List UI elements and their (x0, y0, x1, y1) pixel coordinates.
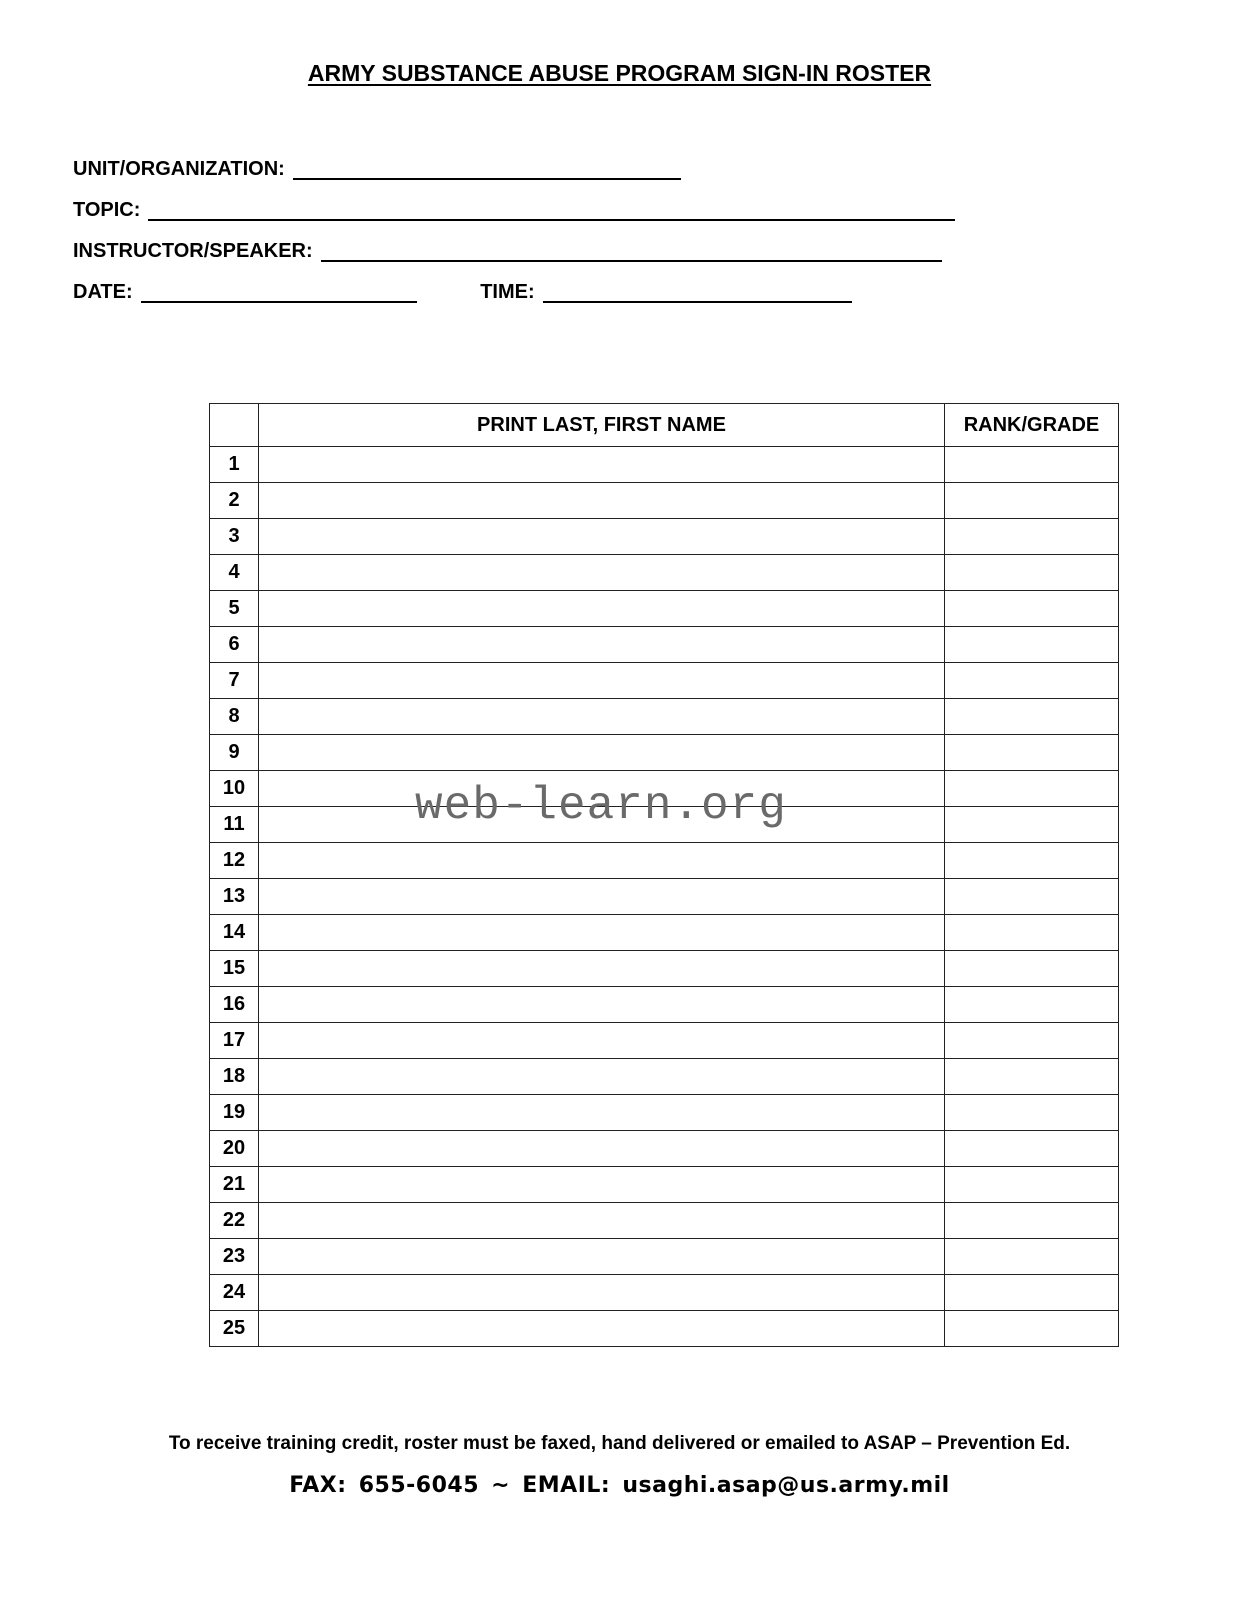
name-cell (259, 915, 945, 951)
rank-input[interactable] (945, 699, 1118, 734)
table-row (210, 555, 1119, 591)
table-row (210, 699, 1119, 735)
name-cell (259, 987, 945, 1023)
row-number: 5 (210, 591, 259, 627)
name-cell (259, 1131, 945, 1167)
name-input[interactable] (259, 1131, 944, 1166)
row-number: 7 (210, 663, 259, 699)
row-number: 12 (210, 843, 259, 879)
name-cell (259, 1203, 945, 1239)
name-input[interactable] (259, 1059, 944, 1094)
time-label: TIME: (480, 281, 535, 303)
name-cell (259, 1239, 945, 1275)
rank-cell (945, 951, 1119, 987)
rank-cell (945, 663, 1119, 699)
rank-input[interactable] (945, 915, 1118, 950)
row-number: 4 (210, 555, 259, 591)
instructor-input[interactable] (321, 242, 942, 262)
rank-cell (945, 1023, 1119, 1059)
rank-input[interactable] (945, 807, 1118, 842)
topic-field-row (73, 199, 955, 222)
rank-input[interactable] (945, 735, 1118, 770)
name-input[interactable] (259, 1239, 944, 1274)
name-cell (259, 1275, 945, 1311)
row-number: 8 (210, 699, 259, 735)
row-number: 3 (210, 519, 259, 555)
name-cell (259, 447, 945, 483)
row-number: 19 (210, 1095, 259, 1131)
rank-input[interactable] (945, 879, 1118, 914)
row-number: 2 (210, 483, 259, 519)
name-input[interactable] (259, 843, 944, 878)
table-row (210, 771, 1119, 807)
unit-field-row (73, 158, 681, 181)
row-number: 1 (210, 447, 259, 483)
rank-input[interactable] (945, 1203, 1118, 1238)
table-row (210, 663, 1119, 699)
name-cell (259, 771, 945, 807)
row-number: 17 (210, 1023, 259, 1059)
name-cell (259, 735, 945, 771)
row-number: 22 (210, 1203, 259, 1239)
table-row (210, 519, 1119, 555)
time-input[interactable] (543, 283, 852, 303)
table-row (210, 591, 1119, 627)
row-number: 10 (210, 771, 259, 807)
name-cell (259, 555, 945, 591)
rank-input[interactable] (945, 1167, 1118, 1202)
header-number (210, 404, 259, 447)
name-cell (259, 951, 945, 987)
row-number: 14 (210, 915, 259, 951)
table-row (210, 1167, 1119, 1203)
rank-input[interactable] (945, 1059, 1118, 1094)
footer-contact: FAX: 655-6045 ~ EMAIL: usaghi.asap@us.army.mil (289, 1473, 950, 1498)
topic-label: TOPIC: (73, 199, 141, 221)
footer-note: To receive training credit, roster must be faxed, hand delivered or emailed to ASAP – Prevention Ed. (168, 1433, 1071, 1454)
sign-in-roster-table (209, 403, 1119, 1347)
rank-cell (945, 483, 1119, 519)
name-input[interactable] (259, 771, 944, 806)
name-input[interactable] (259, 591, 944, 626)
table-row (210, 1275, 1119, 1311)
table-row (210, 1059, 1119, 1095)
header-rank-grade: RANK/GRADE (945, 404, 1119, 447)
rank-cell (945, 807, 1119, 843)
rank-cell (945, 591, 1119, 627)
name-input[interactable] (259, 483, 944, 518)
name-input[interactable] (259, 1311, 944, 1346)
row-number: 23 (210, 1239, 259, 1275)
table-header-row (210, 404, 1119, 447)
rank-input[interactable] (945, 519, 1118, 554)
name-input[interactable] (259, 1095, 944, 1130)
instructor-field-row (73, 240, 942, 263)
row-number: 15 (210, 951, 259, 987)
table-row (210, 951, 1119, 987)
rank-input[interactable] (945, 1131, 1118, 1166)
date-time-field-row (73, 281, 852, 304)
name-input[interactable] (259, 807, 944, 842)
unit-input[interactable] (293, 160, 681, 180)
name-input[interactable] (259, 1167, 944, 1202)
name-input[interactable] (259, 519, 944, 554)
name-input[interactable] (259, 1023, 944, 1058)
rank-input[interactable] (945, 1095, 1118, 1130)
rank-cell (945, 519, 1119, 555)
name-cell (259, 1167, 945, 1203)
name-input[interactable] (259, 1275, 944, 1310)
table-row (210, 807, 1119, 843)
table-row (210, 915, 1119, 951)
name-cell (259, 1059, 945, 1095)
row-number: 24 (210, 1275, 259, 1311)
date-label: DATE: (73, 281, 133, 303)
unit-blank (293, 158, 681, 180)
name-input[interactable] (259, 699, 944, 734)
topic-input[interactable] (148, 201, 955, 221)
name-cell (259, 1023, 945, 1059)
name-cell (259, 1095, 945, 1131)
row-number: 6 (210, 627, 259, 663)
name-input[interactable] (259, 987, 944, 1022)
name-cell (259, 699, 945, 735)
table-row (210, 987, 1119, 1023)
date-input[interactable] (141, 283, 417, 303)
rank-input[interactable] (945, 591, 1118, 626)
rank-cell (945, 843, 1119, 879)
name-cell (259, 483, 945, 519)
rank-cell (945, 627, 1119, 663)
table-row (210, 735, 1119, 771)
row-number: 18 (210, 1059, 259, 1095)
name-input[interactable] (259, 663, 944, 698)
name-input[interactable] (259, 879, 944, 914)
instructor-blank (321, 240, 942, 262)
table-row (210, 1203, 1119, 1239)
table-row (210, 879, 1119, 915)
name-input[interactable] (259, 951, 944, 986)
name-cell (259, 627, 945, 663)
table-row (210, 1023, 1119, 1059)
rank-cell (945, 1311, 1119, 1347)
rank-cell (945, 1095, 1119, 1131)
rank-input[interactable] (945, 951, 1118, 986)
rank-input[interactable] (945, 1239, 1118, 1274)
unit-label: UNIT/ORGANIZATION: (73, 158, 285, 180)
table-row (210, 447, 1119, 483)
rank-cell (945, 879, 1119, 915)
row-number: 16 (210, 987, 259, 1023)
rank-cell (945, 1275, 1119, 1311)
rank-input[interactable] (945, 555, 1118, 590)
name-cell (259, 879, 945, 915)
watermark: web-learn.org (415, 780, 787, 832)
rank-cell (945, 699, 1119, 735)
name-cell (259, 1311, 945, 1347)
name-cell (259, 807, 945, 843)
rank-cell (945, 771, 1119, 807)
table-row (210, 483, 1119, 519)
rank-input[interactable] (945, 447, 1118, 482)
rank-cell (945, 1167, 1119, 1203)
name-input[interactable] (259, 1203, 944, 1238)
header-name: PRINT LAST, FIRST NAME (259, 404, 945, 447)
table-row (210, 627, 1119, 663)
row-number: 9 (210, 735, 259, 771)
name-input[interactable] (259, 627, 944, 662)
time-blank (543, 281, 852, 303)
name-cell (259, 843, 945, 879)
rank-input[interactable] (945, 663, 1118, 698)
rank-cell (945, 1239, 1119, 1275)
name-input[interactable] (259, 447, 944, 482)
instructor-label: INSTRUCTOR/SPEAKER: (73, 240, 313, 262)
topic-blank (148, 199, 955, 221)
row-number: 11 (210, 807, 259, 843)
name-cell (259, 663, 945, 699)
table-row (210, 1311, 1119, 1347)
date-blank (141, 281, 417, 303)
rank-cell (945, 1131, 1119, 1167)
rank-cell (945, 735, 1119, 771)
name-cell (259, 519, 945, 555)
row-number: 20 (210, 1131, 259, 1167)
rank-cell (945, 1059, 1119, 1095)
document-title (0, 60, 1239, 87)
table-row (210, 1131, 1119, 1167)
row-number: 13 (210, 879, 259, 915)
document-title-text: ARMY SUBSTANCE ABUSE PROGRAM SIGN-IN ROSTER (307, 60, 932, 86)
name-input[interactable] (259, 555, 944, 590)
table-row (210, 843, 1119, 879)
row-number: 21 (210, 1167, 259, 1203)
rank-cell (945, 915, 1119, 951)
rank-input[interactable] (945, 1023, 1118, 1058)
rank-input[interactable] (945, 627, 1118, 662)
rank-input[interactable] (945, 1311, 1118, 1346)
table-row (210, 1095, 1119, 1131)
name-cell (259, 591, 945, 627)
roster-body (210, 447, 1119, 1347)
rank-input[interactable] (945, 987, 1118, 1022)
rank-input[interactable] (945, 1275, 1118, 1310)
rank-input[interactable] (945, 843, 1118, 878)
rank-cell (945, 447, 1119, 483)
row-number: 25 (210, 1311, 259, 1347)
rank-cell (945, 555, 1119, 591)
rank-input[interactable] (945, 483, 1118, 518)
rank-cell (945, 1203, 1119, 1239)
rank-cell (945, 987, 1119, 1023)
rank-input[interactable] (945, 771, 1118, 806)
table-row (210, 1239, 1119, 1275)
name-input[interactable] (259, 735, 944, 770)
name-input[interactable] (259, 915, 944, 950)
